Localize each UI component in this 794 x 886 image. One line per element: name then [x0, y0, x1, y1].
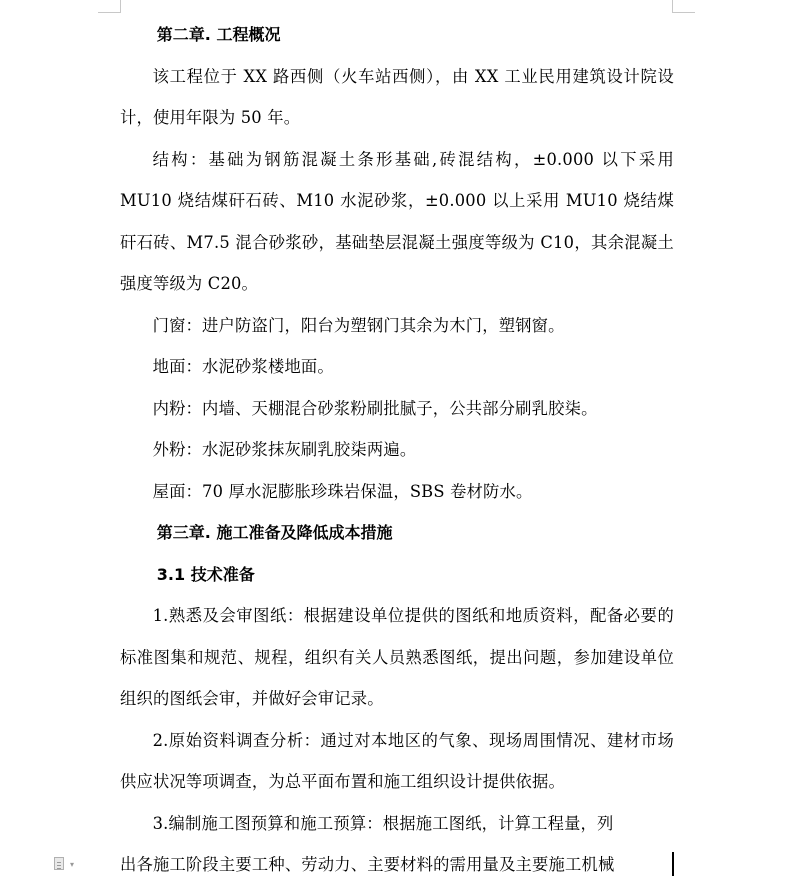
chevron-down-icon[interactable]: ▾: [70, 860, 75, 869]
paragraph-location: 该工程位于 XX 路西侧（火车站西侧），由 XX 工业民用建筑设计院设计，使用年限为 50 年。: [120, 66, 674, 127]
section-3-1-heading: 3.1 技术准备: [156, 564, 255, 584]
page-corner-mark-left: [98, 0, 121, 13]
paragraph-interior-plaster: 内粉：内墙、天棚混合砂浆粉刷批腻子，公共部分刷乳胶柒。: [152, 398, 598, 418]
text-cursor: [672, 852, 674, 876]
paragraph-data-survey: 2.原始资料调查分析：通过对本地区的气象、现场周围情况、建材市场供应状况等项调查，为总平面布置和施工组织设计提供依据。: [120, 730, 674, 791]
paragraph-doors-windows: 门窗：进户防盗门，阳台为塑钢门其余为木门，塑钢窗。: [152, 315, 565, 335]
document-body[interactable]: [120, 14, 674, 886]
paragraph-exterior-plaster: 外粉：水泥砂浆抹灰刷乳胶柒两遍。: [152, 440, 417, 459]
page-corner-mark-right: [672, 0, 695, 13]
paragraph-floor: 地面：水泥砂浆楼地面。: [152, 357, 334, 376]
paragraph-drawing-review: 1.熟悉及会审图纸：根据建设单位提供的图纸和地质资料，配备必要的标准图集和规范、规程，组织有关人员熟悉图纸，提出问题，参加建设单位组织的图纸会审，并做好会审记录。: [120, 606, 674, 708]
chapter-3-heading: 第三章. 施工准备及降低成本措施: [156, 523, 393, 542]
paragraph-structure: 结构：基础为钢筋混凝土条形基础,砖混结构，±0.000 以下采用 MU10 烧结煤矸石砖、M10 水泥砂浆，±0.000 以上采用 MU10 烧结煤矸石砖、M7.5 混合砂浆砂，基础垫层混凝土强度等级为 C10，其余混凝土强度等级为 C20。: [120, 149, 674, 293]
paragraph-budget-continued: 出各施工阶段主要工种、劳动力、主要材料的需用量及主要施工机械: [120, 855, 615, 874]
paragraph-roof: 屋面：70 厚水泥膨胀珍珠岩保温，SBS 卷材防水。: [152, 481, 533, 501]
paragraph-budget: 3.编制施工图预算和施工预算：根据施工图纸，计算工程量，列: [152, 813, 614, 833]
document-icon[interactable]: [54, 857, 64, 870]
chapter-2-heading: 第二章. 工程概况: [156, 25, 281, 44]
